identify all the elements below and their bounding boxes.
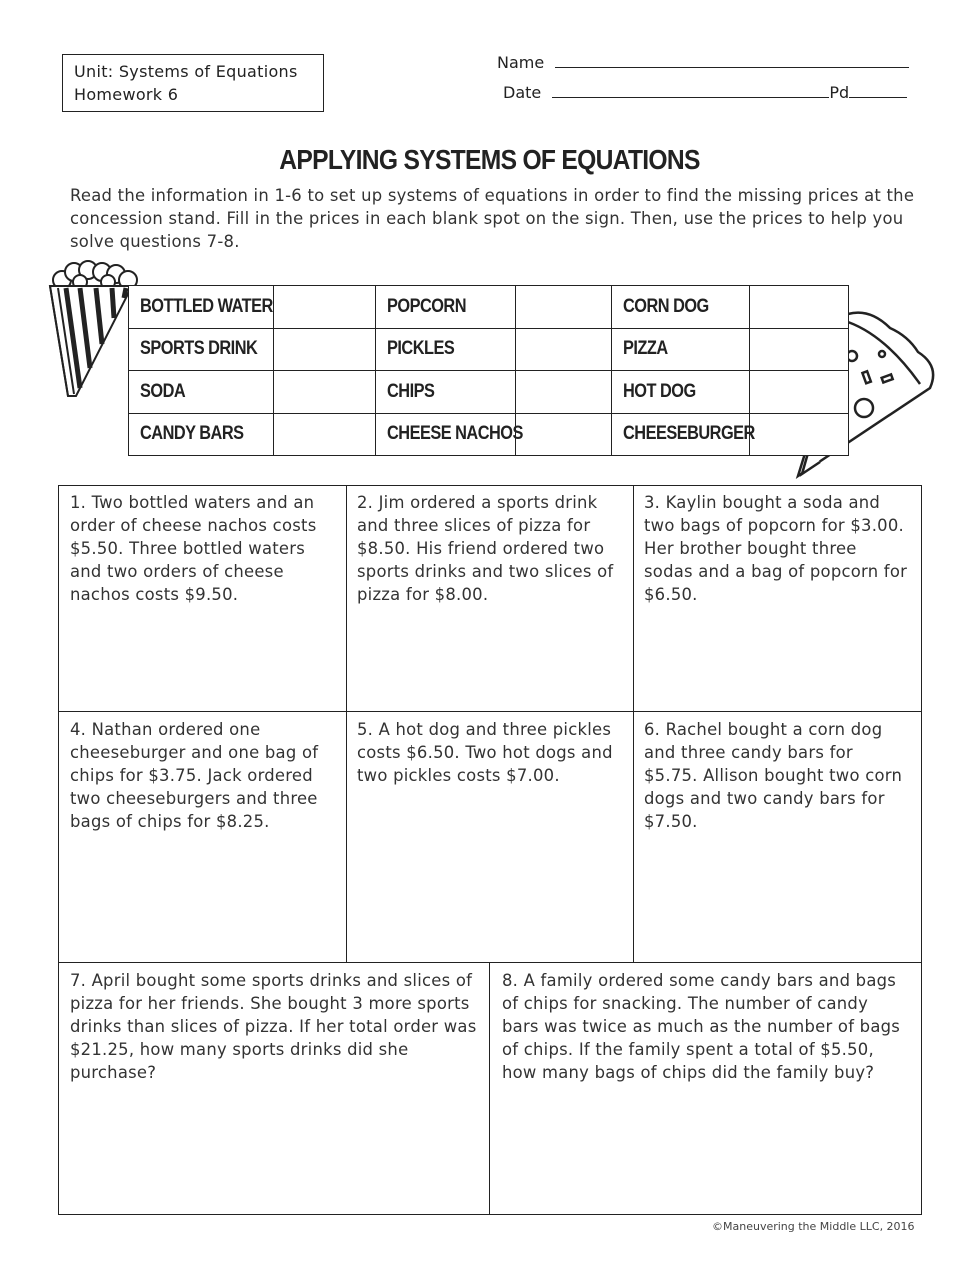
problem-2[interactable]: 2. Jim ordered a sports drink and three slices of pizza for $8.50. His friend ordered two sports drinks and two slices of pizza for $8.00. [357,493,614,604]
unit-box [62,54,324,112]
menu-item-label: SPORTS DRINK [129,328,274,371]
menu-item-label: CHEESE NACHOS [376,413,516,456]
price-blank[interactable] [274,286,376,329]
price-blank[interactable] [274,328,376,371]
price-blank[interactable] [274,413,376,456]
problem-5[interactable]: 5. A hot dog and three pickles costs $6.50. Two hot dogs and two pickles costs $7.00. [357,720,613,785]
price-blank[interactable] [516,328,612,371]
menu-item-label: HOT DOG [612,371,750,414]
price-blank[interactable] [516,413,612,456]
period-label: Pd [829,83,850,102]
menu-row [129,286,849,329]
menu-row [129,413,849,456]
price-blank[interactable] [516,371,612,414]
menu-item-label: PIZZA [612,328,750,371]
menu-row [129,371,849,414]
menu-item-label: CANDY BARS [129,413,274,456]
problem-4[interactable]: 4. Nathan ordered one cheeseburger and one bag of chips for $3.75. Jack ordered two cheeseburgers and three bags of chips for $8.25. [70,720,319,831]
menu-item-label: SODA [129,371,274,414]
menu-item-label: CHIPS [376,371,516,414]
problem-3[interactable]: 3. Kaylin bought a soda and two bags of popcorn for $3.00. Her brother bought three sodas and a bag of popcorn for $6.50. [644,493,908,604]
menu-row [129,328,849,371]
grid-divider [489,963,490,1214]
problem-7[interactable]: 7. April bought some sports drinks and slices of pizza for her friends. She bought 3 more sports drinks than slices of pizza. If her total order was $21.25, how many sports drinks did she purchase? [70,971,477,1082]
name-blank[interactable] [555,53,909,68]
menu-item-label: CHEESEBURGER [612,413,750,456]
price-blank[interactable] [750,328,849,371]
menu-item-label: BOTTLED WATER [129,286,274,329]
menu-item-label: POPCORN [376,286,516,329]
copyright: ©Maneuvering the Middle LLC, 2016 [712,1220,915,1233]
price-blank[interactable] [274,371,376,414]
name-label: Name [497,53,545,72]
name-row [497,53,909,72]
concession-sign-table [128,285,849,456]
period-blank[interactable] [849,83,907,98]
grid-divider [59,711,921,712]
price-blank[interactable] [750,286,849,329]
date-row [503,83,907,102]
problem-1[interactable]: 1. Two bottled waters and an order of cheese nachos costs $5.50. Three bottled waters and two orders of cheese nachos costs $9.50. [70,493,317,604]
problems-grid [58,485,922,1215]
menu-item-label: CORN DOG [612,286,750,329]
homework-label: Homework 6 [74,85,179,104]
price-blank[interactable] [750,413,849,456]
date-label: Date [503,83,542,102]
price-blank[interactable] [516,286,612,329]
price-blank[interactable] [750,371,849,414]
menu-item-label: PICKLES [376,328,516,371]
problem-6[interactable]: 6. Rachel bought a corn dog and three candy bars for $5.75. Allison bought two corn dogs and two candy bars for $7.50. [644,720,903,831]
page-title: APPLYING SYSTEMS OF EQUATIONS [279,144,700,175]
unit-label: Unit: Systems of Equations [74,62,298,81]
instructions: Read the information in 1-6 to set up systems of equations in order to find the missing prices at the concession stand. Fill in the prices in each blank spot on the sign. Then, use the prices to help you solve questions 7-8. [70,186,915,251]
problem-8[interactable]: 8. A family ordered some candy bars and bags of chips for snacking. The number of candy bars was twice as much as the number of bags of chips. If the family spent a total of $5.50, how many bags of chips did the family buy? [502,971,901,1082]
date-blank[interactable] [552,83,829,98]
